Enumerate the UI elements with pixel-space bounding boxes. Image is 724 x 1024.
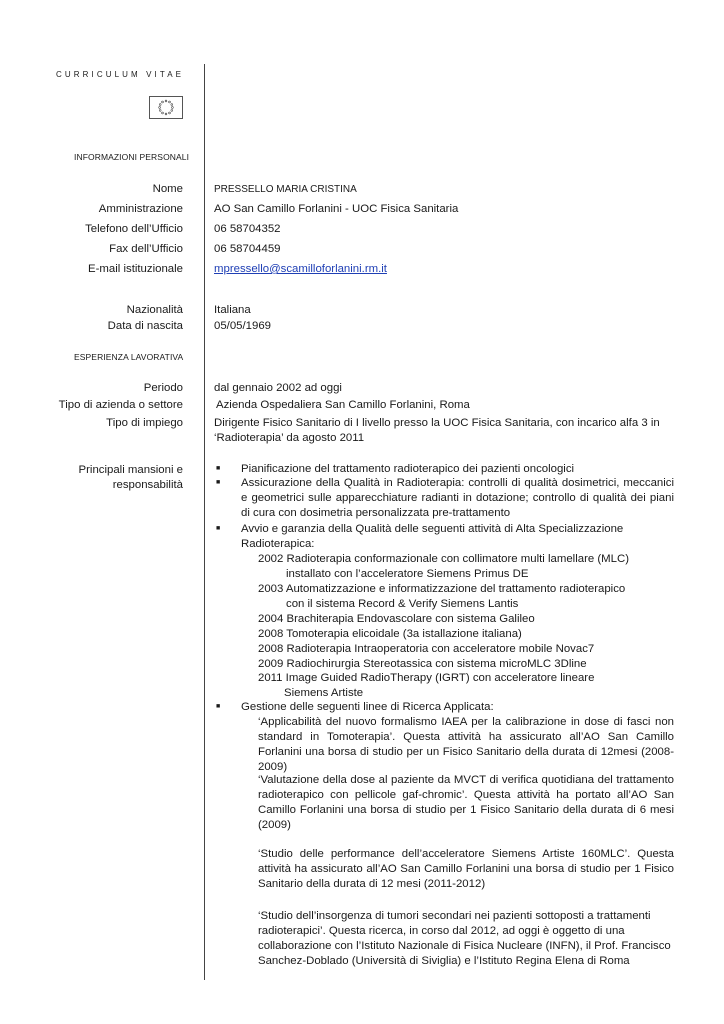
section-personal-info-title: INFORMAZIONI PERSONALI xyxy=(74,152,190,162)
activity-item: 2003 Automatizzazione e informatizzazione del trattamento radioterapico xyxy=(258,583,626,595)
phone-value: 06 58704352 xyxy=(214,223,281,235)
email-link[interactable]: mpressello@scamilloforlanini.rm.it xyxy=(214,263,387,275)
activity-item: 2008 Radioterapia Intraoperatoria con acceleratore mobile Novac7 xyxy=(258,643,595,655)
admin-value: AO San Camillo Forlanini - UOC Fisica Sanitaria xyxy=(214,203,459,215)
research-line-3: ‘Studio delle performance dell’acceleratore Siemens Artiste 160MLC’. Questa attività ha assicurato all’AO San Camillo Forlanini una borsa di studio per 1 Fisico Sanitario della durata di 12 mesi (2011-2012) xyxy=(258,848,674,890)
cv-title: CURRICULUM VITAE xyxy=(56,70,185,79)
activity-item-cont: installato con l’acceleratore Siemens Primus DE xyxy=(286,568,529,580)
research-line-2: ‘Valutazione della dose al paziente da MVCT di verifica quotidiana del trattamento radioterapico con pellicole gaf-chromic’. Questa attività ha portato all’AO San Camillo Forlanini una borsa di studio per 1 Fisico Sanitario della durata di 6 mesi (2009) xyxy=(258,774,674,831)
research-line-4-row4: Sanchez-Doblado (Università di Siviglia) e l’Istituto Regina Elena di Roma xyxy=(258,955,630,967)
activity-item: 2004 Brachiterapia Endovascolare con sistema Galileo xyxy=(258,613,535,625)
activity-item: 2002 Radioterapia conformazionale con collimatore multi lamellare (MLC) xyxy=(258,553,629,565)
bullet-icon: ■ xyxy=(216,703,221,710)
admin-label: Amministrazione xyxy=(98,203,183,215)
job-type-label: Tipo di impiego xyxy=(106,417,183,429)
period-label: Periodo xyxy=(143,382,183,394)
duties-label-line1: Principali mansioni e xyxy=(78,464,183,476)
research-line-1: ‘Applicabilità del nuovo formalismo IAEA per la calibrazione in dose di fasci non standard in Tomoterapia’. Questa attività ha assicurato all’AO San Camillo Forlanini una borsa di studio per un Fisico Sanitario della durata di 12mesi (2008-2009) xyxy=(258,716,674,773)
bullet-icon: ■ xyxy=(216,465,221,472)
research-line-4-row1: ‘Studio dell’insorgenza di tumori secondari nei pazienti sottoposti a trattamenti xyxy=(258,910,651,922)
fax-label: Fax dell’Ufficio xyxy=(109,243,183,255)
eu-flag-logo xyxy=(149,96,183,119)
duty-item-line2: Radioterapica: xyxy=(241,538,315,550)
duty-item: Assicurazione della Qualità in Radioterapia: controlli di qualità dosimetrici, meccanici e geometrici sulle apparecchiature radianti in dotazione; controllo di qualità dei piani di cura con dosimetria personalizzata pre-trattamento xyxy=(241,477,674,519)
column-divider xyxy=(204,64,205,980)
company-type-value: Azienda Ospedaliera San Camillo Forlanini, Roma xyxy=(216,399,470,411)
bullet-icon: ■ xyxy=(216,525,221,532)
duties-label-line2: responsabilità xyxy=(112,479,183,491)
activity-item-cont: Siemens Artiste xyxy=(284,687,364,699)
bullet-icon: ■ xyxy=(216,479,221,486)
birth-date-label: Data di nascita xyxy=(107,320,183,332)
duty-item: Gestione delle seguenti linee di Ricerca Applicata: xyxy=(241,701,494,713)
name-label: Nome xyxy=(152,183,183,195)
duty-item-line1: Avvio e garanzia della Qualità delle seguenti attività di Alta Specializzazione xyxy=(241,523,624,535)
section-work-experience-title: ESPERIENZA LAVORATIVA xyxy=(74,352,184,362)
nationality-value: Italiana xyxy=(214,304,251,316)
duty-item: Pianificazione del trattamento radioterapico dei pazienti oncologici xyxy=(241,463,575,475)
fax-value: 06 58704459 xyxy=(214,243,281,255)
birth-date-value: 05/05/1969 xyxy=(214,320,272,332)
period-value: dal gennaio 2002 ad oggi xyxy=(214,382,342,394)
research-line-4-row3: collaborazione con l’Istituto Nazionale di Fisica Nucleare (INFN), il Prof. Francisco xyxy=(258,940,671,952)
activity-item: 2008 Tomoterapia elicoidale (3a istallazione italiana) xyxy=(258,628,522,640)
research-line-4-row2: radioterapici’. Questa ricerca, in corso dal 2012, ad oggi è oggetto di una xyxy=(258,925,625,937)
activity-item: 2011 Image Guided RadioTherapy (IGRT) con acceleratore lineare xyxy=(258,672,595,684)
job-type-value-line2: ‘Radioterapia’ da agosto 2011 xyxy=(214,432,365,444)
name-value: PRESSELLO MARIA CRISTINA xyxy=(214,184,357,195)
activity-item-cont: con il sistema Record & Verify Siemens Lantis xyxy=(286,598,519,610)
email-label: E-mail istituzionale xyxy=(88,263,183,275)
job-type-value-line1: Dirigente Fisico Sanitario di I livello presso la UOC Fisica Sanitaria, con incarico alfa 3 in xyxy=(214,417,660,429)
activity-item: 2009 Radiochirurgia Stereotassica con sistema microMLC 3Dline xyxy=(258,658,587,670)
phone-label: Telefono dell’Ufficio xyxy=(85,223,183,235)
company-type-label: Tipo di azienda o settore xyxy=(58,399,183,411)
nationality-label: Nazionalità xyxy=(126,304,183,316)
